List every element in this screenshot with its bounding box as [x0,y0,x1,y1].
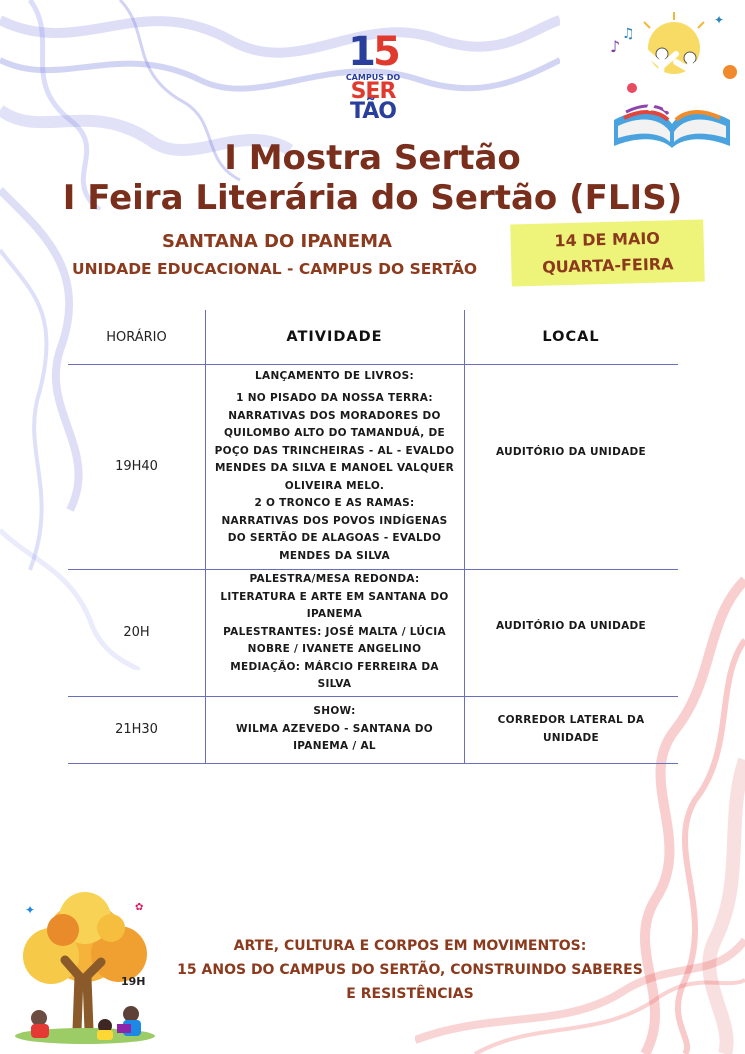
footer-line1: ARTE, CULTURA E CORPOS EM MOVIMENTOS: [233,938,587,954]
footer-line2: 15 ANOS DO CAMPUS DO SERTÃO, CONSTRUINDO SABERES [177,962,643,978]
row-local: CORREDOR LATERAL DA UNIDADE [497,714,645,744]
activity-line: PALESTRANTES: JOSÉ MALTA / LÚCIA [223,625,446,638]
open-book-dancers-illustration [604,8,740,154]
header-time: HORÁRIO [106,329,167,345]
activity-line: DO SERTÃO DE ALAGOAS - EVALDO [227,532,442,545]
activity-line: LANÇAMENTO DE LIVROS: [255,369,414,382]
row-local: AUDITÓRIO DA UNIDADE [495,446,647,458]
logo-number-one: 1 [348,29,373,75]
row-time: 21H30 [115,722,158,737]
row-local: AUDITÓRIO DA UNIDADE [495,620,647,632]
footer-stray-time: 19H [121,975,146,988]
logo-ser: SER [350,79,396,104]
activity-line: MENDES DA SILVA [279,549,390,562]
svg-text:✿: ✿ [135,902,144,913]
activity-line: SILVA [317,678,352,691]
activity-line: MEDIAÇÃO: MÁRCIO FERREIRA DA [230,660,439,673]
row-activity [205,696,464,763]
city-heading: SANTANA DO IPANEMA [162,231,392,252]
footer-slogan [160,934,660,1006]
row-activity [205,364,464,569]
header-local: LOCAL [542,329,600,345]
activity-line: 2 O TRONCO E AS RAMAS: [254,497,415,510]
campus-logo [338,29,408,132]
activity-line: QUILOMBO ALTO DO TAMANDUÁ, DE [223,427,446,440]
event-title-line1: I Mostra Sertão [224,138,521,178]
logo-number-five: 5 [373,29,398,75]
row-time: 19H40 [115,459,158,474]
activity-line: OLIVEIRA MELO. [284,479,385,492]
activity-line: NARRATIVAS DOS POVOS INDÍGENAS [221,514,448,527]
activity-line: WILMA AZEVEDO - SANTANA DO [236,722,433,735]
activity-line: POÇO DAS TRINCHEIRAS - AL - EVALDO [214,444,455,457]
activity-line: NOBRE / IVANETE ANGELINO [247,643,422,656]
reading-tree-illustration [5,890,165,1050]
activity-line: MENDES DA SILVA E MANOEL VALQUER [214,462,455,475]
event-weekday: QUARTA-FEIRA [541,254,674,277]
row-activity [205,569,464,696]
row-time: 20H [123,625,150,640]
activity-line: SHOW: [313,705,356,718]
footer-line3: E RESISTÊNCIAS [346,986,474,1002]
header-activity: ATIVIDADE [286,329,383,345]
svg-text:♫: ♫ [622,26,635,42]
activity-line: NARRATIVAS DOS MORADORES DO [228,409,441,422]
row-divider [68,763,678,764]
logo-campus-label: CAMPUS DO [345,73,401,82]
event-title-line2: I Feira Literária do Sertão (FLIS) [62,178,683,218]
unit-heading: UNIDADE EDUCACIONAL - CAMPUS DO SERTÃO [72,260,478,278]
logo-tao: TÃO [349,99,397,124]
activity-line: PALESTRA/MESA REDONDA: [249,573,420,586]
activity-line: IPANEMA / AL [293,740,376,753]
activity-line: LITERATURA E ARTE EM SANTANA DO [220,590,449,603]
svg-text:♪: ♪ [610,37,621,56]
svg-text:✦: ✦ [714,13,725,27]
date-highlight-box [510,219,705,286]
event-date: 14 DE MAIO [554,228,661,251]
svg-text:✦: ✦ [25,903,36,917]
activity-line: 1 NO PISADO DA NOSSA TERRA: [236,392,433,405]
activity-line: IPANEMA [306,608,363,621]
